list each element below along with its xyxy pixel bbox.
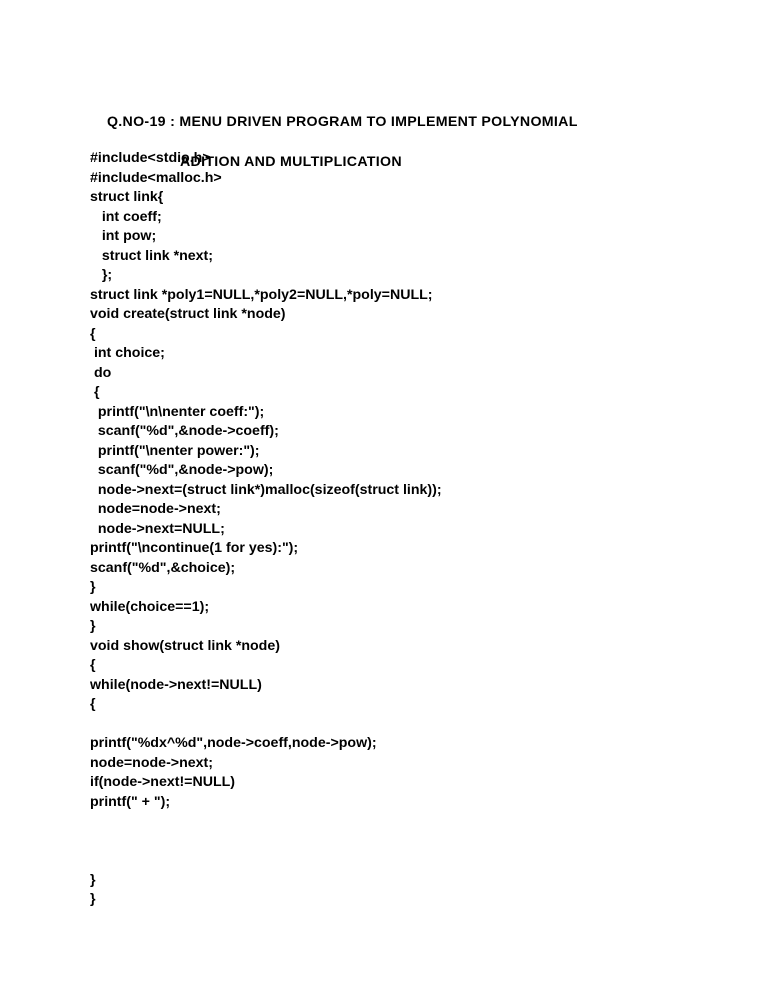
code-line: void create(struct link *node) [90, 306, 286, 322]
code-line: #include<stdio.h> [90, 150, 211, 166]
code-line: void show(struct link *node) [90, 637, 280, 654]
code-line: do [90, 364, 112, 381]
code-line: { [90, 657, 96, 673]
code-line [90, 832, 442, 852]
title-line-1: Q.NO-19 : MENU DRIVEN PROGRAM TO IMPLEMENT POLYNOMIAL [106, 114, 578, 130]
code-line [90, 851, 442, 871]
code-line [90, 812, 442, 832]
code-line: { [90, 325, 96, 342]
code-line: #include<malloc.h> [90, 169, 222, 186]
code-line: node->next=NULL; [90, 520, 225, 537]
title-line-2: ADITION AND MULTIPLICATION [180, 154, 402, 170]
code-line: { [90, 384, 100, 400]
code-line: printf("%dx^%d",node->coeff,node->pow); [90, 735, 377, 751]
code-line: } [90, 579, 96, 595]
code-line: }; [90, 267, 113, 283]
code-line: printf("\ncontinue(1 for yes):"); [90, 540, 299, 556]
code-line: scanf("%d",&node->coeff); [90, 423, 279, 439]
code-line: int coeff; [90, 208, 162, 225]
code-line: struct link *next; [90, 247, 213, 264]
code-listing [90, 149, 442, 910]
code-line: while(node->next!=NULL) [90, 676, 262, 693]
code-line: while(choice==1); [90, 598, 210, 615]
code-line: struct link{ [90, 189, 164, 205]
code-line: } [90, 871, 96, 888]
code-line: node=node->next; [90, 501, 221, 517]
code-line: node=node->next; [90, 754, 213, 771]
code-line: { [90, 696, 96, 712]
code-line: printf(" + "); [90, 793, 171, 810]
code-line: int choice; [90, 345, 165, 361]
code-line: } [90, 891, 96, 907]
code-line [90, 715, 442, 735]
code-line: node->next=(struct link*)malloc(sizeof(struct link)); [90, 481, 442, 498]
code-line: if(node->next!=NULL) [90, 774, 236, 790]
code-line: printf("\n\nenter coeff:"); [90, 403, 265, 420]
code-line: scanf("%d",&choice); [90, 559, 236, 576]
code-line: scanf("%d",&node->pow); [90, 462, 274, 478]
code-line: int pow; [90, 228, 157, 244]
code-line: } [90, 618, 96, 634]
code-line: printf("\nenter power:"); [90, 442, 260, 459]
code-line: struct link *poly1=NULL,*poly2=NULL,*poly=NULL; [90, 286, 433, 303]
